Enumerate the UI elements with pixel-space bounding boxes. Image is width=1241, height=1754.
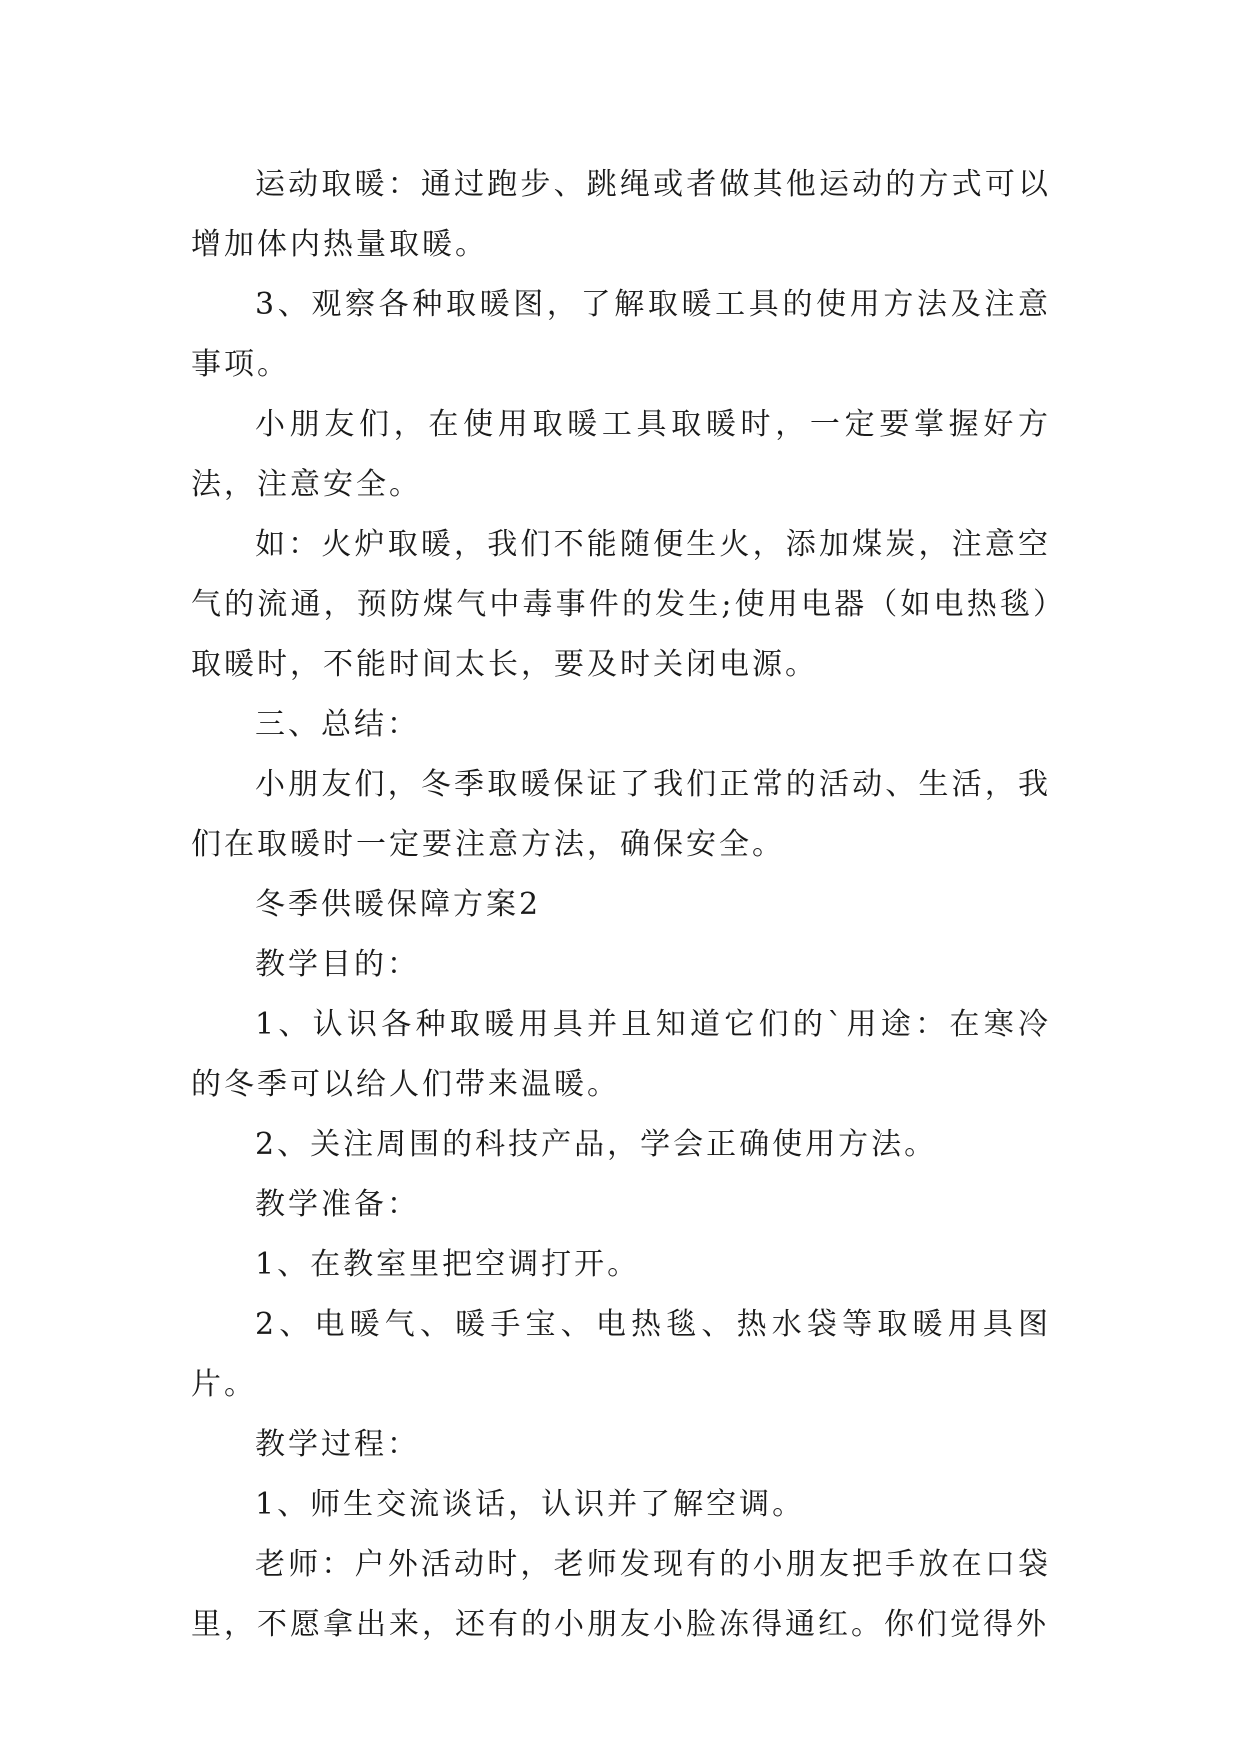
paragraph-safety-reminder: 小朋友们，在使用取暖工具取暖时，一定要掌握好方法，注意安全。 [191,407,1051,502]
heading-teaching-preparation: 教学准备： [255,1187,420,1222]
heading-teaching-process: 教学过程： [255,1427,420,1462]
preparation-item-2: 2、电暖气、暖手宝、电热毯、热水袋等取暖用具图片。 [191,1307,1051,1402]
goal-item-1: 1、认识各种取暖用具并且知道它们的`用途：在寒冷的冬季可以给人们带来温暖。 [191,1007,1051,1102]
heading-teaching-goals: 教学目的： [255,947,420,982]
document-body [191,155,1051,1655]
paragraph-observe-warming-pictures: 3、观察各种取暖图，了解取暖工具的使用方法及注意事项。 [191,287,1051,382]
heading-summary: 三、总结： [255,707,420,742]
goal-item-2: 2、关注周围的科技产品，学会正确使用方法。 [255,1127,938,1162]
preparation-item-1: 1、在教室里把空调打开。 [255,1247,641,1282]
paragraph-teacher-dialogue: 老师：户外活动时，老师发现有的小朋友把手放在口袋里，不愿拿出来，还有的小朋友小脸冻得通红。你们觉得外 [191,1547,1051,1642]
paragraph-stove-example: 如：火炉取暖，我们不能随便生火，添加煤炭，注意空气的流通，预防煤气中毒事件的发生;使用电器（如电热毯）取暖时，不能时间太长，要及时关闭电源。 [191,527,1051,682]
paragraph-exercise-warming: 运动取暖：通过跑步、跳绳或者做其他运动的方式可以增加体内热量取暖。 [191,167,1051,262]
paragraph-summary: 小朋友们，冬季取暖保证了我们正常的活动、生活，我们在取暖时一定要注意方法，确保安全。 [191,767,1051,862]
process-item-1: 1、师生交流谈话，认识并了解空调。 [255,1487,806,1522]
section-title: 冬季供暖保障方案2 [255,887,542,922]
